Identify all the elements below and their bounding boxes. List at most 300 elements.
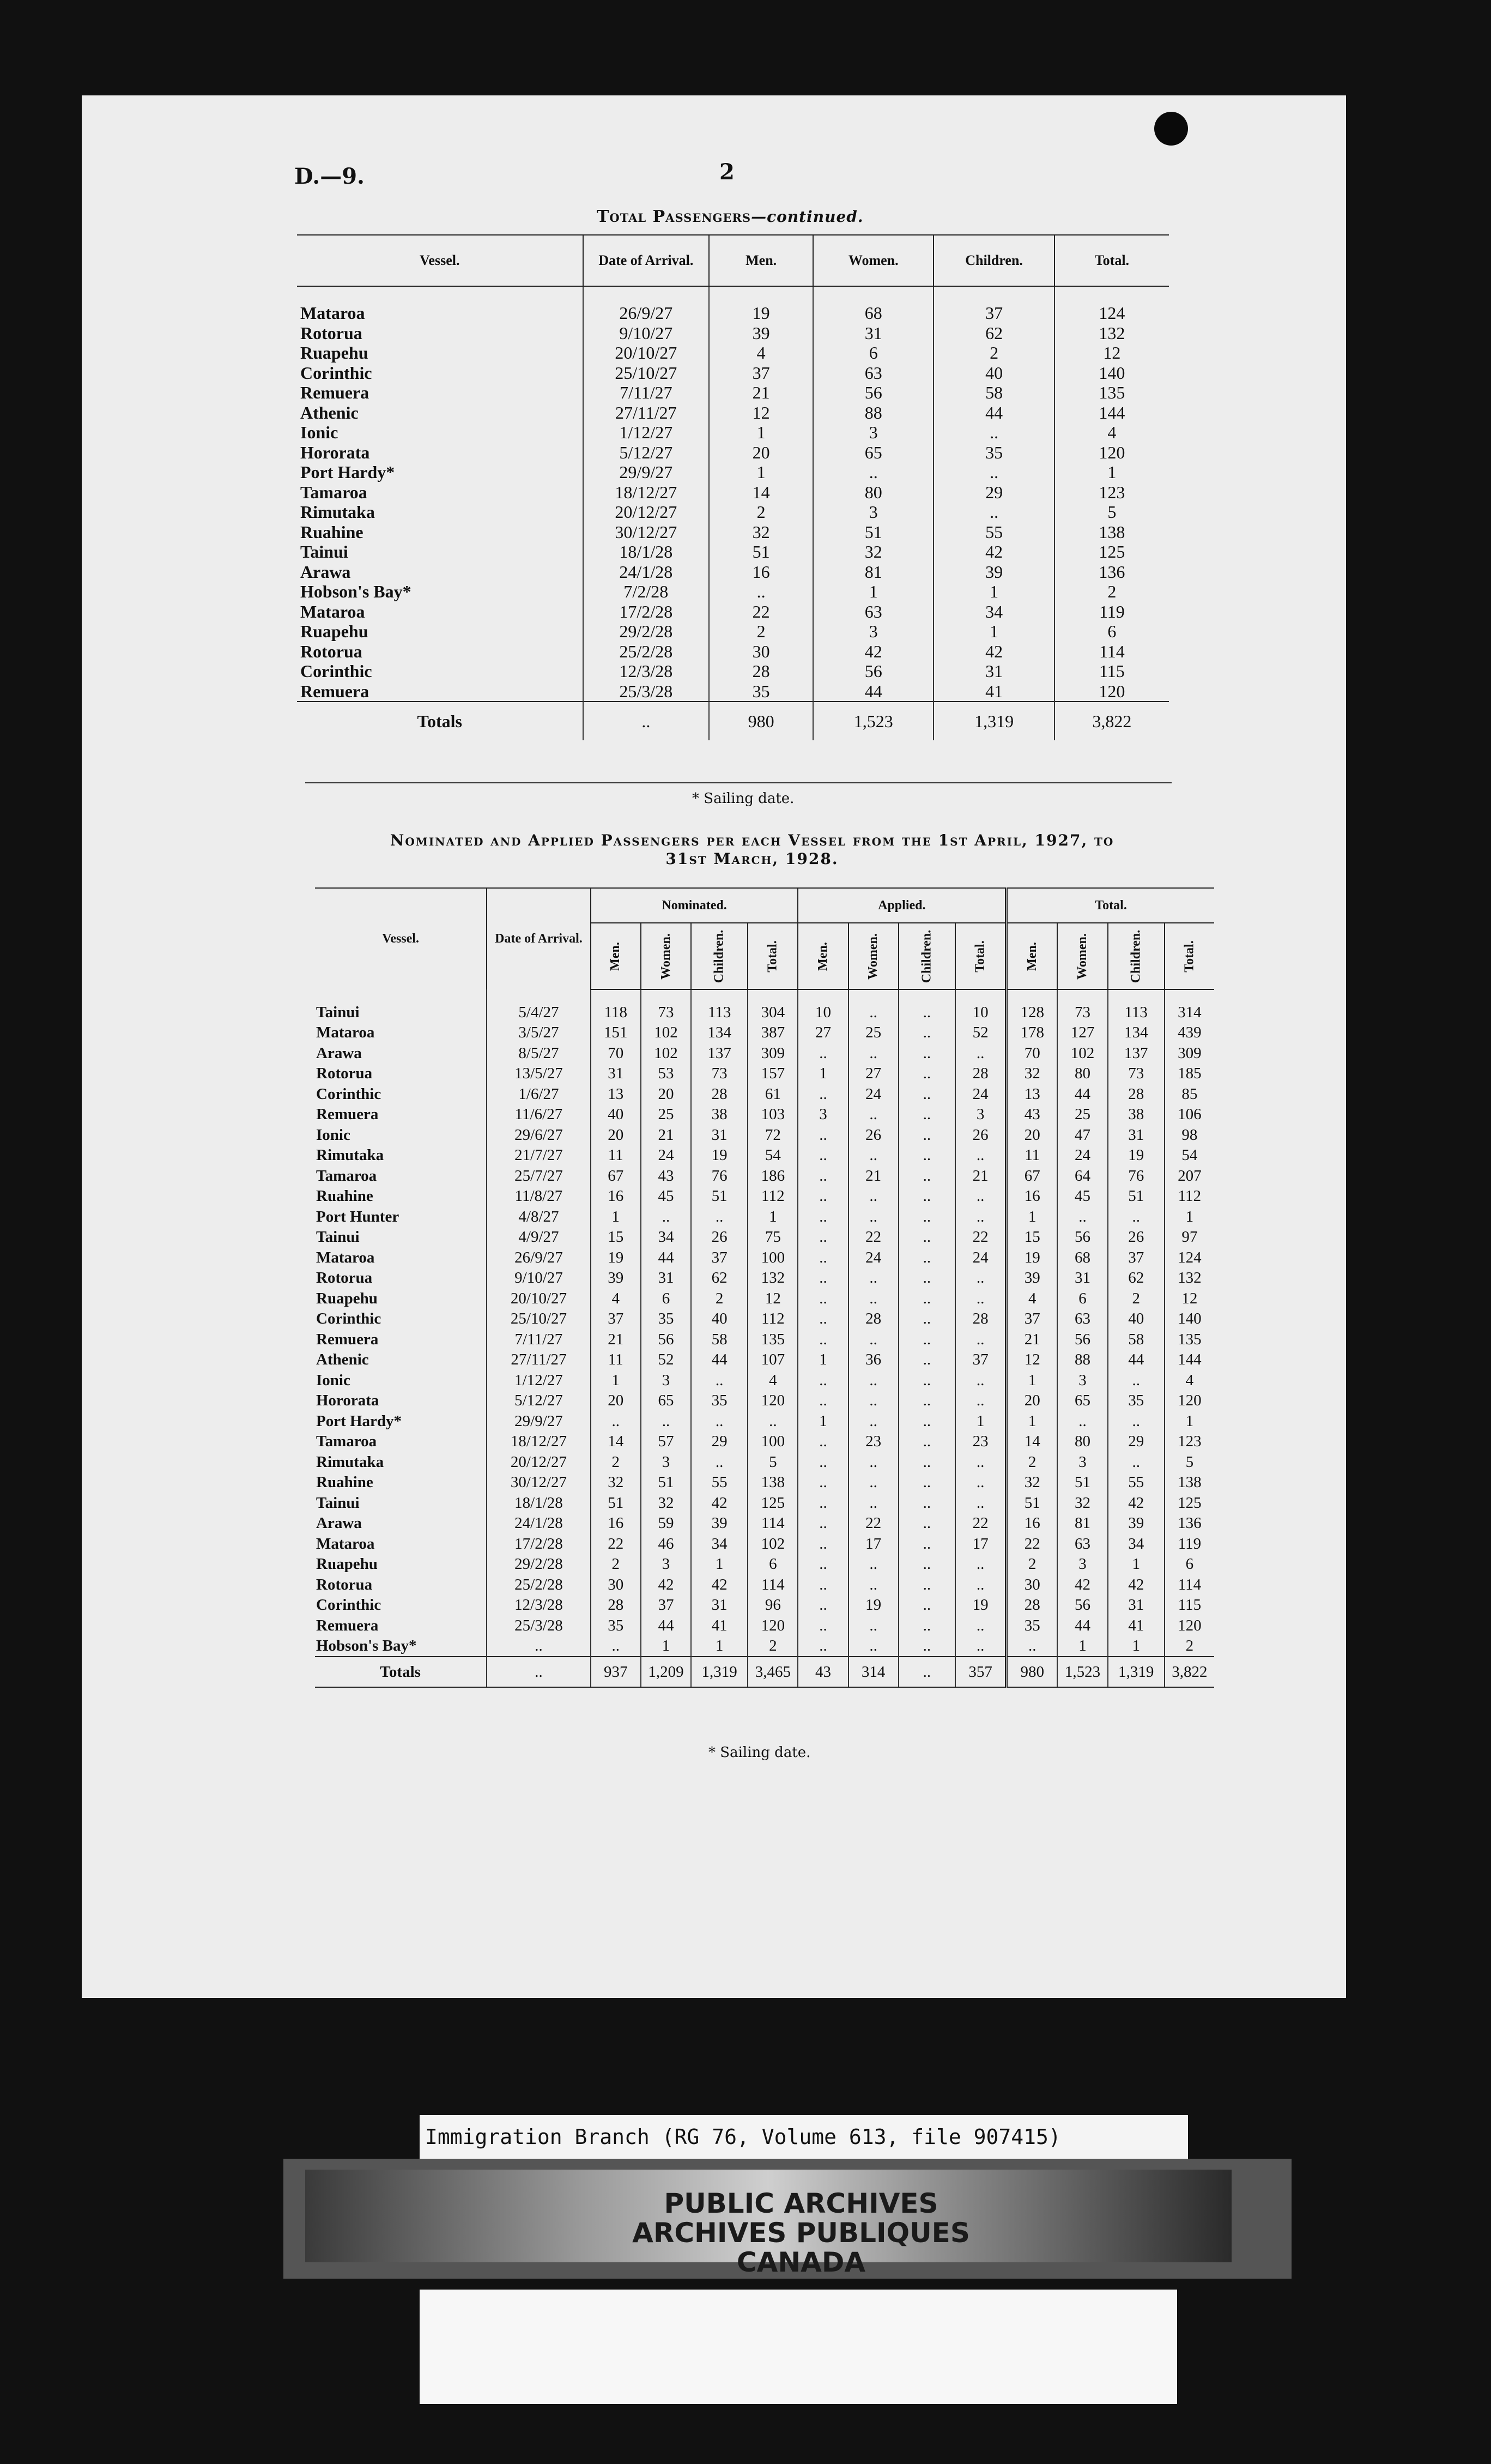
totals-nominated-men: 937 bbox=[591, 1657, 641, 1687]
cell-total-children: 31 bbox=[1108, 1125, 1165, 1145]
spacer-cell bbox=[813, 286, 934, 303]
cell-total-women: 3 bbox=[1057, 1452, 1107, 1472]
cell-applied-children: .. bbox=[899, 1370, 955, 1391]
cell-total-men: 22 bbox=[1007, 1533, 1058, 1554]
cell-nominated-men: 51 bbox=[591, 1493, 641, 1513]
cell-total: 123 bbox=[1054, 482, 1169, 503]
cell-nominated-children: 31 bbox=[691, 1595, 748, 1616]
cell-applied-men: .. bbox=[798, 1370, 848, 1391]
cell-date: 20/10/27 bbox=[583, 343, 710, 363]
cell-total: 6 bbox=[1054, 621, 1169, 642]
cell-total-women: .. bbox=[1057, 1206, 1107, 1227]
cell-nominated-men: 67 bbox=[591, 1165, 641, 1186]
cell-men: 1 bbox=[709, 462, 813, 482]
cell-total-children: 29 bbox=[1108, 1432, 1165, 1452]
blank-label bbox=[420, 2290, 1177, 2404]
cell-total-women: 56 bbox=[1057, 1227, 1107, 1248]
cell-children: 42 bbox=[934, 642, 1054, 662]
cell-applied-women: 25 bbox=[848, 1023, 899, 1043]
spacer-cell bbox=[1165, 989, 1214, 1002]
cell-total-men: 20 bbox=[1007, 1391, 1058, 1411]
cell-nominated-men: 15 bbox=[591, 1227, 641, 1248]
subcol-nominated-total bbox=[748, 923, 798, 989]
subcolumn-label: Children. bbox=[919, 929, 934, 983]
cell-applied-women: 36 bbox=[848, 1350, 899, 1370]
table-row bbox=[315, 1023, 1214, 1043]
cell-vessel: Rimutaka bbox=[300, 502, 375, 522]
cell-total-total: 439 bbox=[1165, 1023, 1214, 1043]
cell-nominated-women: 56 bbox=[641, 1329, 691, 1350]
cell-total-men: 67 bbox=[1007, 1165, 1058, 1186]
cell-vessel: Tainui bbox=[300, 542, 348, 562]
cell-nominated-children: 1 bbox=[691, 1554, 748, 1575]
col-vessel: Vessel. bbox=[315, 888, 487, 989]
table-row bbox=[315, 1064, 1214, 1084]
cell-men: 32 bbox=[709, 522, 813, 542]
cell-vessel: Athenic bbox=[300, 402, 359, 422]
cell-women: 68 bbox=[813, 303, 934, 323]
table-row bbox=[315, 1513, 1214, 1534]
public-archives-stamp bbox=[610, 2189, 992, 2277]
subcol-nominated-children bbox=[691, 923, 748, 989]
table-row bbox=[297, 621, 1169, 642]
cell-applied-men: .. bbox=[798, 1391, 848, 1411]
cell-applied-men: .. bbox=[798, 1165, 848, 1186]
cell-vessel: Tainui bbox=[316, 1003, 360, 1021]
cell-date: 8/5/27 bbox=[487, 1043, 591, 1064]
cell-nominated-children: 31 bbox=[691, 1125, 748, 1145]
totals-nominated-total: 3,465 bbox=[748, 1657, 798, 1687]
cell-nominated-men: 37 bbox=[591, 1309, 641, 1330]
col-men: Men. bbox=[709, 235, 813, 286]
cell-total-children: 39 bbox=[1108, 1513, 1165, 1534]
cell-children: 44 bbox=[934, 403, 1054, 423]
cell-vessel: Tamaroa bbox=[316, 1433, 377, 1451]
cell-nominated-total: 100 bbox=[748, 1432, 798, 1452]
cell-date: 25/3/28 bbox=[487, 1615, 591, 1636]
cell-date: 26/9/27 bbox=[487, 1247, 591, 1268]
cell-nominated-total: 102 bbox=[748, 1533, 798, 1554]
cell-date: 29/6/27 bbox=[487, 1125, 591, 1145]
spacer-cell bbox=[1007, 989, 1058, 1002]
cell-applied-total: .. bbox=[955, 1472, 1007, 1493]
cell-total-total: 97 bbox=[1165, 1227, 1214, 1248]
cell-total-women: 1 bbox=[1057, 1636, 1107, 1657]
cell-total-women: 32 bbox=[1057, 1493, 1107, 1513]
cell-men: 4 bbox=[709, 343, 813, 363]
cell-applied-total: 23 bbox=[955, 1432, 1007, 1452]
cell-women: 63 bbox=[813, 363, 934, 383]
cell-vessel: Corinthic bbox=[300, 661, 372, 681]
group-applied: Applied. bbox=[798, 888, 1006, 923]
cell-nominated-total: 2 bbox=[748, 1636, 798, 1657]
cell-total-children: 73 bbox=[1108, 1064, 1165, 1084]
cell-women: 88 bbox=[813, 403, 934, 423]
cell-children: .. bbox=[934, 502, 1054, 522]
cell-total-men: 1 bbox=[1007, 1370, 1058, 1391]
table-row bbox=[297, 542, 1169, 562]
cell-total-women: 102 bbox=[1057, 1043, 1107, 1064]
table1-bottom-rule bbox=[305, 782, 1172, 783]
cell-vessel: Hobson's Bay* bbox=[300, 582, 411, 602]
punch-hole bbox=[1154, 112, 1188, 146]
cell-total-total: 2 bbox=[1165, 1636, 1214, 1657]
cell-applied-children: .. bbox=[899, 1615, 955, 1636]
cell-total-men: 35 bbox=[1007, 1615, 1058, 1636]
cell-children: .. bbox=[934, 422, 1054, 443]
cell-date: 25/7/27 bbox=[487, 1165, 591, 1186]
cell-nominated-men: .. bbox=[591, 1411, 641, 1432]
cell-nominated-total: 135 bbox=[748, 1329, 798, 1350]
cell-nominated-men: 151 bbox=[591, 1023, 641, 1043]
spacer-cell bbox=[487, 989, 591, 1002]
cell-applied-total: 26 bbox=[955, 1125, 1007, 1145]
cell-nominated-total: 1 bbox=[748, 1206, 798, 1227]
cell-total-children: 51 bbox=[1108, 1186, 1165, 1207]
cell-applied-men: .. bbox=[798, 1043, 848, 1064]
cell-applied-children: .. bbox=[899, 1595, 955, 1616]
subcol-applied-children bbox=[899, 923, 955, 989]
cell-applied-women: .. bbox=[848, 1145, 899, 1166]
cell-nominated-children: 42 bbox=[691, 1574, 748, 1595]
cell-date: 17/2/28 bbox=[487, 1533, 591, 1554]
table2-title-line2: 31st March, 1928. bbox=[665, 850, 839, 868]
cell-children: 1 bbox=[934, 621, 1054, 642]
cell-nominated-men: 39 bbox=[591, 1268, 641, 1289]
cell-total-men: 2 bbox=[1007, 1554, 1058, 1575]
cell-total-children: 26 bbox=[1108, 1227, 1165, 1248]
cell-nominated-children: 44 bbox=[691, 1350, 748, 1370]
cell-women: 56 bbox=[813, 661, 934, 681]
cell-date: 4/9/27 bbox=[487, 1227, 591, 1248]
cell-total-children: 34 bbox=[1108, 1533, 1165, 1554]
table-row bbox=[315, 1411, 1214, 1432]
table-row bbox=[297, 403, 1169, 423]
cell-total-women: 44 bbox=[1057, 1615, 1107, 1636]
table-row bbox=[315, 1472, 1214, 1493]
cell-nominated-total: 304 bbox=[748, 1002, 798, 1023]
cell-men: 28 bbox=[709, 661, 813, 681]
cell-applied-total: 21 bbox=[955, 1165, 1007, 1186]
cell-total-total: 185 bbox=[1165, 1064, 1214, 1084]
subcolumn-label: Children. bbox=[712, 929, 726, 983]
cell-vessel: Tainui bbox=[316, 1228, 360, 1246]
cell-women: 44 bbox=[813, 681, 934, 702]
cell-men: 30 bbox=[709, 642, 813, 662]
table2-title bbox=[305, 831, 1199, 868]
cell-applied-total: .. bbox=[955, 1636, 1007, 1657]
cell-nominated-children: .. bbox=[691, 1452, 748, 1472]
cell-total: 136 bbox=[1054, 562, 1169, 582]
cell-nominated-children: 34 bbox=[691, 1533, 748, 1554]
cell-applied-total: .. bbox=[955, 1186, 1007, 1207]
subcol-nominated-women bbox=[641, 923, 691, 989]
table2-group-header-row bbox=[315, 888, 1214, 923]
cell-applied-children: .. bbox=[899, 1513, 955, 1534]
table-row bbox=[315, 1370, 1214, 1391]
cell-nominated-children: 28 bbox=[691, 1084, 748, 1104]
cell-nominated-men: 16 bbox=[591, 1513, 641, 1534]
cell-total-children: 35 bbox=[1108, 1391, 1165, 1411]
group-total: Total. bbox=[1007, 888, 1214, 923]
cell-nominated-men: 11 bbox=[591, 1350, 641, 1370]
cell-nominated-children: 19 bbox=[691, 1145, 748, 1166]
cell-women: 56 bbox=[813, 383, 934, 403]
cell-total-children: 76 bbox=[1108, 1165, 1165, 1186]
cell-nominated-men: 70 bbox=[591, 1043, 641, 1064]
cell-women: .. bbox=[813, 462, 934, 482]
cell-applied-men: .. bbox=[798, 1533, 848, 1554]
cell-nominated-total: 387 bbox=[748, 1023, 798, 1043]
cell-total-total: 207 bbox=[1165, 1165, 1214, 1186]
cell-vessel: Port Hardy* bbox=[300, 462, 395, 482]
table1-title-main: Total Passengers bbox=[597, 207, 751, 226]
spacer-cell bbox=[583, 286, 710, 303]
table-row bbox=[297, 323, 1169, 343]
cell-date: 29/9/27 bbox=[583, 462, 710, 482]
subcol-applied-women bbox=[848, 923, 899, 989]
cell-total-total: 106 bbox=[1165, 1104, 1214, 1125]
cell-date: 1/12/27 bbox=[487, 1370, 591, 1391]
cell-applied-children: .. bbox=[899, 1125, 955, 1145]
cell-total: 120 bbox=[1054, 443, 1169, 463]
cell-applied-children: .. bbox=[899, 1145, 955, 1166]
cell-nominated-total: 120 bbox=[748, 1615, 798, 1636]
cell-nominated-men: 40 bbox=[591, 1104, 641, 1125]
cell-date: 27/11/27 bbox=[487, 1350, 591, 1370]
cell-nominated-women: 6 bbox=[641, 1288, 691, 1309]
cell-total-children: .. bbox=[1108, 1370, 1165, 1391]
cell-date: 18/1/28 bbox=[583, 542, 710, 562]
cell-nominated-total: 114 bbox=[748, 1513, 798, 1534]
cell-date: 11/6/27 bbox=[487, 1104, 591, 1125]
cell-total-total: 85 bbox=[1165, 1084, 1214, 1104]
cell-date: 25/3/28 bbox=[583, 681, 710, 702]
cell-nominated-men: 1 bbox=[591, 1370, 641, 1391]
cell-total-total: 6 bbox=[1165, 1554, 1214, 1575]
cell-nominated-total: 309 bbox=[748, 1043, 798, 1064]
cell-total: 125 bbox=[1054, 542, 1169, 562]
cell-total-total: 1 bbox=[1165, 1206, 1214, 1227]
cell-date: 20/10/27 bbox=[487, 1288, 591, 1309]
spacer-cell bbox=[955, 989, 1007, 1002]
cell-total-women: 65 bbox=[1057, 1391, 1107, 1411]
cell-date: 18/12/27 bbox=[583, 482, 710, 503]
cell-children: 37 bbox=[934, 303, 1054, 323]
table-row bbox=[315, 1165, 1214, 1186]
group-nominated: Nominated. bbox=[591, 888, 798, 923]
cell-applied-women: .. bbox=[848, 1554, 899, 1575]
table-row bbox=[315, 1268, 1214, 1289]
cell-nominated-women: 3 bbox=[641, 1452, 691, 1472]
cell-applied-total: 52 bbox=[955, 1023, 1007, 1043]
cell-vessel: Hororata bbox=[300, 442, 370, 462]
cell-vessel: Ruapehu bbox=[300, 343, 368, 363]
cell-total-men: 178 bbox=[1007, 1023, 1058, 1043]
cell-applied-children: .. bbox=[899, 1104, 955, 1125]
cell-nominated-women: 52 bbox=[641, 1350, 691, 1370]
cell-date: .. bbox=[487, 1636, 591, 1657]
subcolumn-label: Men. bbox=[816, 941, 830, 971]
cell-date: 29/2/28 bbox=[583, 621, 710, 642]
cell-vessel: Port Hardy* bbox=[316, 1412, 402, 1430]
cell-nominated-children: .. bbox=[691, 1206, 748, 1227]
cell-applied-men: .. bbox=[798, 1084, 848, 1104]
cell-nominated-children: .. bbox=[691, 1411, 748, 1432]
cell-women: 1 bbox=[813, 582, 934, 602]
cell-applied-total: 10 bbox=[955, 1002, 1007, 1023]
cell-vessel: Ruapehu bbox=[300, 621, 368, 642]
cell-applied-men: .. bbox=[798, 1615, 848, 1636]
table-row bbox=[315, 1288, 1214, 1309]
cell-applied-men: .. bbox=[798, 1554, 848, 1575]
spacer-cell bbox=[798, 989, 848, 1002]
cell-date: 1/6/27 bbox=[487, 1084, 591, 1104]
cell-men: 19 bbox=[709, 303, 813, 323]
table-row bbox=[297, 383, 1169, 403]
cell-total-women: 47 bbox=[1057, 1125, 1107, 1145]
cell-men: 2 bbox=[709, 621, 813, 642]
cell-applied-men: .. bbox=[798, 1309, 848, 1330]
cell-applied-men: 1 bbox=[798, 1350, 848, 1370]
cell-applied-women: .. bbox=[848, 1574, 899, 1595]
subcol-total-total bbox=[1165, 923, 1214, 989]
spacer-cell bbox=[1108, 989, 1165, 1002]
cell-applied-children: .. bbox=[899, 1452, 955, 1472]
cell-nominated-men: 118 bbox=[591, 1002, 641, 1023]
cell-total: 12 bbox=[1054, 343, 1169, 363]
subcol-total-women bbox=[1057, 923, 1107, 989]
cell-applied-women: .. bbox=[848, 1636, 899, 1657]
subcolumn-label: Total. bbox=[973, 940, 987, 973]
cell-applied-children: .. bbox=[899, 1493, 955, 1513]
cell-applied-total: .. bbox=[955, 1288, 1007, 1309]
cell-total: 5 bbox=[1054, 502, 1169, 522]
cell-date: 21/7/27 bbox=[487, 1145, 591, 1166]
cell-applied-children: .. bbox=[899, 1247, 955, 1268]
cell-applied-total: .. bbox=[955, 1206, 1007, 1227]
cell-children: 62 bbox=[934, 323, 1054, 343]
cell-total-children: 44 bbox=[1108, 1350, 1165, 1370]
cell-nominated-total: 125 bbox=[748, 1493, 798, 1513]
cell-applied-women: .. bbox=[848, 1452, 899, 1472]
cell-date: 25/2/28 bbox=[487, 1574, 591, 1595]
cell-total-women: 31 bbox=[1057, 1268, 1107, 1289]
cell-total-women: 81 bbox=[1057, 1513, 1107, 1534]
cell-date: 5/4/27 bbox=[487, 1002, 591, 1023]
cell-total-total: 314 bbox=[1165, 1002, 1214, 1023]
cell-applied-total: 22 bbox=[955, 1513, 1007, 1534]
cell-vessel: Mataroa bbox=[316, 1248, 375, 1266]
cell-applied-children: .. bbox=[899, 1165, 955, 1186]
cell-women: 32 bbox=[813, 542, 934, 562]
cell-nominated-children: 40 bbox=[691, 1309, 748, 1330]
cell-total-children: 42 bbox=[1108, 1574, 1165, 1595]
cell-vessel: Corinthic bbox=[316, 1310, 381, 1328]
cell-nominated-total: 112 bbox=[748, 1309, 798, 1330]
cell-nominated-men: 20 bbox=[591, 1391, 641, 1411]
cell-date: 29/2/28 bbox=[487, 1554, 591, 1575]
cell-children: .. bbox=[934, 462, 1054, 482]
cell-nominated-women: 32 bbox=[641, 1493, 691, 1513]
cell-men: 14 bbox=[709, 482, 813, 503]
cell-nominated-men: 13 bbox=[591, 1084, 641, 1104]
totals-applied-men: 43 bbox=[798, 1657, 848, 1687]
cell-applied-men: 1 bbox=[798, 1064, 848, 1084]
cell-total: 1 bbox=[1054, 462, 1169, 482]
table-row bbox=[315, 1350, 1214, 1370]
cell-vessel: Rotorua bbox=[300, 323, 362, 343]
cell-vessel: Hobson's Bay* bbox=[316, 1637, 417, 1655]
cell-applied-men: .. bbox=[798, 1186, 848, 1207]
table-row bbox=[315, 1084, 1214, 1104]
table-row bbox=[315, 1391, 1214, 1411]
cell-applied-total: .. bbox=[955, 1391, 1007, 1411]
cell-date: 29/9/27 bbox=[487, 1411, 591, 1432]
cell-children: 55 bbox=[934, 522, 1054, 542]
cell-total-total: 1 bbox=[1165, 1411, 1214, 1432]
spacer-cell bbox=[591, 989, 641, 1002]
cell-vessel: Rotorua bbox=[316, 1065, 373, 1083]
table-row bbox=[297, 482, 1169, 503]
cell-total-children: 55 bbox=[1108, 1472, 1165, 1493]
table-row bbox=[315, 1554, 1214, 1575]
cell-nominated-women: 57 bbox=[641, 1432, 691, 1452]
table-row bbox=[297, 502, 1169, 522]
cell-applied-total: .. bbox=[955, 1452, 1007, 1472]
cell-total-children: 38 bbox=[1108, 1104, 1165, 1125]
totals-cell-women: 1,523 bbox=[813, 702, 934, 740]
cell-applied-children: .. bbox=[899, 1533, 955, 1554]
cell-total-total: 54 bbox=[1165, 1145, 1214, 1166]
subcolumn-label: Children. bbox=[1129, 929, 1143, 983]
cell-applied-children: .. bbox=[899, 1472, 955, 1493]
cell-date: 25/10/27 bbox=[487, 1309, 591, 1330]
cell-applied-women: .. bbox=[848, 1370, 899, 1391]
cell-nominated-total: 96 bbox=[748, 1595, 798, 1616]
subcolumn-label: Women. bbox=[658, 933, 673, 980]
cell-total-total: 5 bbox=[1165, 1452, 1214, 1472]
cell-nominated-men: 22 bbox=[591, 1533, 641, 1554]
cell-total-women: 80 bbox=[1057, 1432, 1107, 1452]
totals-cell-children: 1,319 bbox=[934, 702, 1054, 740]
cell-nominated-women: 102 bbox=[641, 1023, 691, 1043]
cell-total-women: 42 bbox=[1057, 1574, 1107, 1595]
table-row bbox=[315, 1309, 1214, 1330]
totals-nominated-women: 1,209 bbox=[641, 1657, 691, 1687]
cell-applied-women: .. bbox=[848, 1615, 899, 1636]
cell-total: 4 bbox=[1054, 422, 1169, 443]
cell-nominated-men: 32 bbox=[591, 1472, 641, 1493]
cell-men: 20 bbox=[709, 443, 813, 463]
cell-applied-women: 27 bbox=[848, 1064, 899, 1084]
cell-total-total: 120 bbox=[1165, 1391, 1214, 1411]
cell-men: 39 bbox=[709, 323, 813, 343]
cell-children: 41 bbox=[934, 681, 1054, 702]
cell-applied-men: .. bbox=[798, 1268, 848, 1289]
totals-cell-men: 980 bbox=[709, 702, 813, 740]
cell-applied-women: .. bbox=[848, 1288, 899, 1309]
cell-nominated-children: 62 bbox=[691, 1268, 748, 1289]
table2-title-line1: Nominated and Applied Passengers per each Vessel from the 1st April, 1927, to bbox=[390, 831, 1114, 849]
table-row bbox=[315, 1595, 1214, 1616]
cell-applied-women: .. bbox=[848, 1104, 899, 1125]
cell-applied-men: .. bbox=[798, 1595, 848, 1616]
table-row bbox=[315, 1329, 1214, 1350]
table-row bbox=[315, 1104, 1214, 1125]
cell-vessel: Ruahine bbox=[300, 522, 363, 542]
table1-footnote: * Sailing date. bbox=[692, 790, 795, 807]
